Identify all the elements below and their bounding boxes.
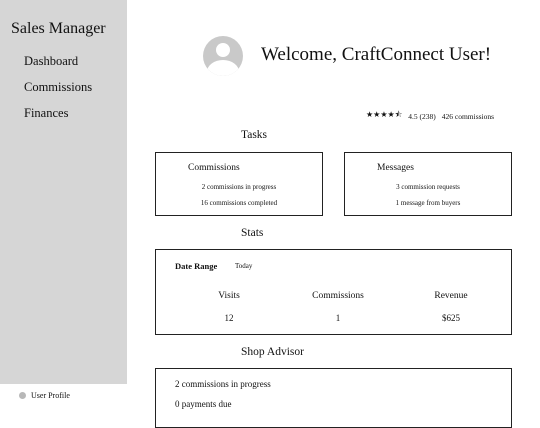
- shop-rating: [366, 109, 494, 123]
- commissions-task-card[interactable]: [155, 152, 323, 216]
- app-title: Sales Manager: [11, 20, 106, 37]
- commission-count: 426 commissions: [441, 111, 495, 121]
- advisor-in-progress: 2 commissions in progress: [175, 379, 271, 389]
- stats-heading: Stats: [241, 227, 264, 239]
- user-profile-label: User Profile: [31, 391, 70, 400]
- avatar-body: [207, 60, 239, 76]
- buyer-messages: 1 message from buyers: [395, 199, 461, 207]
- date-range-select[interactable]: Today: [235, 262, 253, 270]
- tasks-heading: Tasks: [241, 129, 268, 141]
- avatar: [203, 36, 243, 76]
- stat-revenue-value: $625: [442, 313, 460, 323]
- sidebar-item-dashboard[interactable]: Dashboard: [24, 54, 79, 68]
- stat-visits-value: 12: [224, 313, 234, 323]
- stat-revenue: [406, 291, 496, 323]
- sidebar-item-commissions[interactable]: Commissions: [24, 80, 93, 94]
- stat-visits: [184, 291, 274, 323]
- shop-advisor-card: [155, 368, 512, 428]
- commission-requests: 3 commission requests: [396, 183, 460, 191]
- date-range-label: Date Range: [175, 261, 218, 271]
- user-profile-link[interactable]: [19, 391, 70, 400]
- commissions-in-progress: 2 commissions in progress: [201, 183, 277, 191]
- avatar-head: [216, 43, 230, 57]
- sidebar: [0, 0, 127, 384]
- commissions-card-title: Commissions: [188, 163, 240, 173]
- messages-task-card[interactable]: [344, 152, 512, 216]
- stat-commissions-value: 1: [335, 313, 341, 323]
- user-avatar-icon: [19, 392, 26, 399]
- stat-revenue-label: Revenue: [434, 291, 468, 301]
- stat-visits-label: Visits: [218, 291, 240, 301]
- sidebar-item-finances[interactable]: Finances: [24, 106, 69, 120]
- rating-text: 4.5 (238): [408, 111, 436, 121]
- star-rating-icon: ★★★★⯪: [366, 110, 403, 119]
- commissions-completed: 16 commissions completed: [200, 199, 278, 207]
- advisor-payments-due: 0 payments due: [175, 399, 232, 409]
- stat-commissions-label: Commissions: [312, 291, 364, 301]
- messages-card-title: Messages: [377, 163, 414, 173]
- shop-advisor-heading: Shop Advisor: [241, 346, 304, 358]
- stat-commissions: [293, 291, 383, 323]
- welcome-heading: Welcome, CraftConnect User!: [261, 44, 492, 65]
- stats-card: [155, 249, 512, 335]
